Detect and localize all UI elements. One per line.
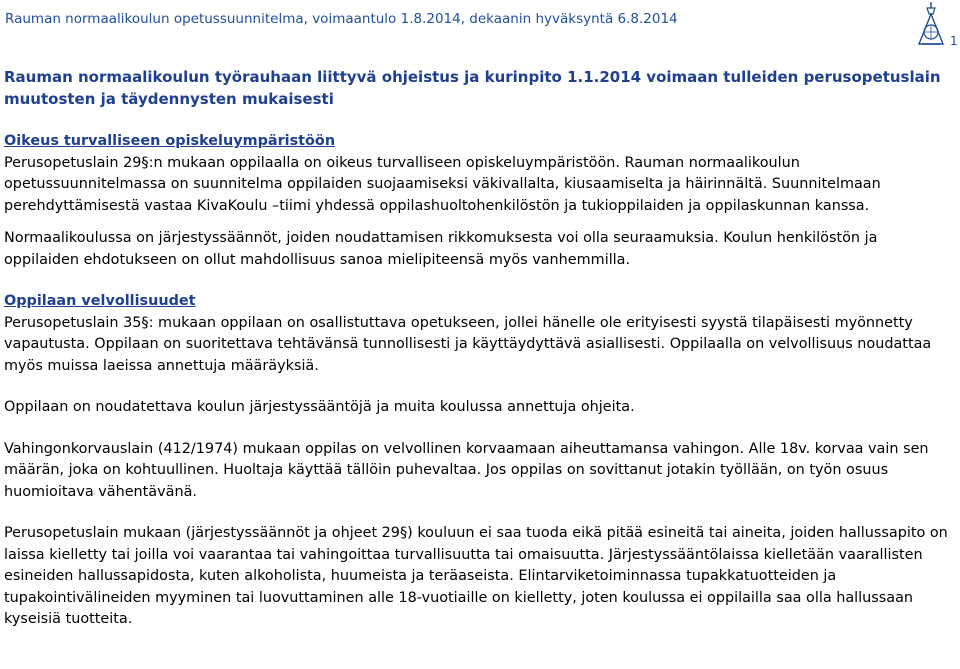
document-title: Rauman normaalikoulun työrauhaan liittyvä ohjeistus ja kurinpito 1.1.2014 voimaan tulleiden perusopetuslain muutosten ja täydennysten mukaisesti xyxy=(4,68,941,108)
paragraph: Perusopetuslain mukaan (järjestyssäännöt ja ohjeet 29§) kouluun ei saa tuoda eikä pitää esineitä tai aineita, joiden hallussapito on laissa kielletty tai joilla voi vaarantaa tai vahingoittaa turvallisuutta tai omaisuutta. Järjestyssääntölaissa kielletään vaarallisten esineiden hallussapidosta, kuten alkoholista, huumeista ja teräaseista. Elintarviketoiminnassa tupakkatuotteiden ja tupakointivälineiden myyminen tai luovuttaminen alle 18-vuotiaille on kielletty, joten koulussa ei oppilailla saa olla hallussaan kyseisiä tuotteita. xyxy=(4,525,948,627)
university-seal-logo xyxy=(914,0,948,48)
paragraph: Perusopetuslain 29§:n mukaan oppilaalla on oikeus turvalliseen opiskeluympäristöön. Rauman normaalikoulun opetussuunnitelmassa on suunnitelma oppilaiden suojaamiseksi väkivallalta, kiusaamiselta ja häirinnältä. Suunnitelmaan perehdyttämisestä vastaa KivaKoulu –tiimi yhdessä oppilashuoltohenkilöstön ja tukioppilaiden ja oppilaskunnan kanssa. xyxy=(4,154,881,214)
paragraph: Oppilaan on noudatettava koulun järjestyssääntöjä ja muita koulussa annettuja ohjeita. xyxy=(4,399,635,415)
running-header: Rauman normaalikoulun opetussuunnitelma, voimaantulo 1.8.2014, dekaanin hyväksyntä 6.8.2014 xyxy=(5,11,678,27)
page-number: 1 xyxy=(950,34,958,48)
section-safe-environment xyxy=(4,131,954,271)
section-heading: Oikeus turvalliseen opiskeluympäristöön xyxy=(4,133,336,149)
paragraph: Normaalikoulussa on järjestyssäännöt, joiden noudattamisen rikkomuksesta voi olla seuraamuksia. Koulun henkilöstön ja oppilaiden ehdotukseen on ollut mahdollisuus sanoa mielipiteensä myös vanhemmilla. xyxy=(4,230,878,268)
document-body xyxy=(4,67,954,642)
paragraph: Vahingonkorvauslain (412/1974) mukaan oppilas on velvollinen korvaamaan aiheuttamansa vahingon. Alle 18v. korvaa vain sen määrän, joka on kohtuullinen. Huoltaja käyttää tällöin puhevaltaa. Jos oppilas on sovittanut jotakin työllään, on työn osuus huomioitava vähentävänä. xyxy=(4,440,929,500)
section-student-duties xyxy=(4,291,954,631)
paragraph: Perusopetuslain 35§: mukaan oppilaan on osallistuttava opetukseen, jollei hänelle ole erityisesti syystä tilapäisesti myönnetty vapautusta. Oppilaan on suoritettava tehtävänsä tunnollisesti ja käyttäydyttävä asiallisesti. Oppilaalla on velvollisuus noudattaa myös muissa laeissa annettuja määräyksiä. xyxy=(4,314,932,374)
section-heading: Oppilaan velvollisuudet xyxy=(4,293,196,309)
